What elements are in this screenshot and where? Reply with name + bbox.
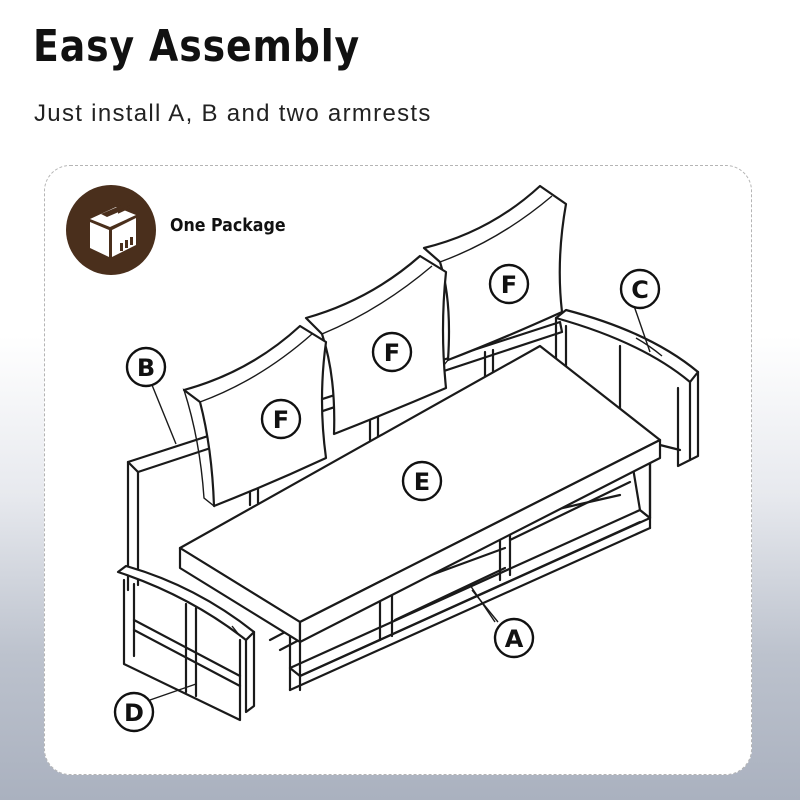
- label-b: [127, 348, 165, 386]
- label-f-left: [262, 400, 300, 438]
- label-c: [621, 270, 659, 308]
- label-f-right: [490, 265, 528, 303]
- label-f-middle: [373, 333, 411, 371]
- leader-d: [150, 684, 196, 700]
- svg-text:F: F: [272, 406, 290, 434]
- svg-text:B: B: [136, 354, 156, 382]
- svg-text:A: A: [504, 625, 524, 653]
- label-a: [495, 619, 533, 657]
- leader-b: [152, 385, 176, 444]
- svg-text:E: E: [413, 468, 431, 496]
- svg-text:C: C: [631, 276, 649, 304]
- svg-text:F: F: [383, 339, 401, 367]
- page-title: Easy Assembly: [33, 21, 361, 72]
- page-subtitle: Just install A, B and two armrests: [34, 100, 432, 127]
- svg-text:D: D: [124, 699, 144, 727]
- label-d: [115, 693, 153, 731]
- package-label: One Package: [170, 215, 286, 236]
- label-e: [403, 462, 441, 500]
- svg-text:F: F: [500, 271, 518, 299]
